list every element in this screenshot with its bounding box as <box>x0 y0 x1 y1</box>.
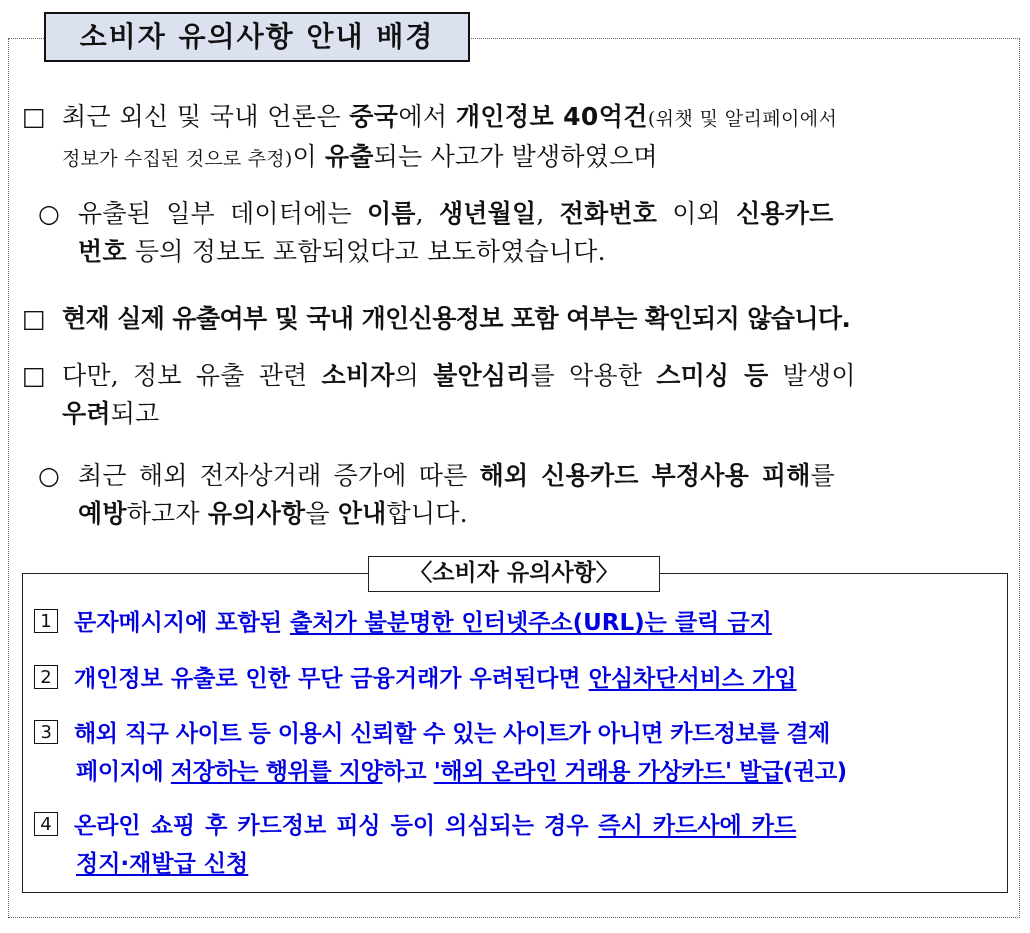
number-box: 3 <box>34 720 58 744</box>
notice-item-3: 3 해외 직구 사이트 등 이용시 신뢰할 수 있는 사이트가 아니면 카드정보를 결제 페이지에 저장하는 행위를 지양하고 '해외 온라인 거래용 가상카드' 발급(권고) <box>34 715 1004 791</box>
notice-item-2: 2 개인정보 유출로 인한 무단 금융거래가 우려된다면 안심차단서비스 가입 <box>34 660 1004 698</box>
paragraph-prevention: ○ 최근 해외 전자상거래 증가에 따른 해외 신용카드 부정사용 피해를 예방하고자 유의사항을 안내합니다. <box>38 457 1010 533</box>
paragraph-leaked-data: ○ 유출된 일부 데이터에는 이름, 생년월일, 전화번호 이외 신용카드 번호 등의 정보도 포함되었다고 보도하였습니다. <box>38 195 1010 271</box>
square-bullet: □ <box>22 304 46 333</box>
circle-bullet: ○ <box>38 461 61 490</box>
notice-item-1: 1 문자메시지에 포함된 출처가 불분명한 인터넷주소(URL)는 클릭 금지 <box>34 604 1004 642</box>
circle-bullet: ○ <box>38 199 61 228</box>
consumer-notice-title: 〈소비자 유의사항〉 <box>368 556 660 592</box>
square-bullet: □ <box>22 361 46 390</box>
paragraph-smishing-concern: □ 다만, 정보 유출 관련 소비자의 불안심리를 악용한 스미싱 등 발생이 우려되고 <box>22 357 1012 433</box>
number-box: 4 <box>34 812 58 836</box>
paragraph-unconfirmed: □ 현재 실제 유출여부 및 국내 개인신용정보 포함 여부는 확인되지 않습니다. <box>22 300 1012 338</box>
number-box: 1 <box>34 609 58 633</box>
section-title: 소비자 유의사항 안내 배경 <box>44 12 470 62</box>
number-box: 2 <box>34 665 58 689</box>
square-bullet: □ <box>22 102 47 131</box>
paragraph-news-report: □ 최근 외신 및 국내 언론은 중국에서 개인정보 40억건(위챗 및 알리페이에서 정보가 수집된 것으로 추정)이 유출되는 사고가 발생하였으며 <box>22 98 1012 178</box>
notice-item-4: 4 온라인 쇼핑 후 카드정보 피싱 등이 의심되는 경우 즉시 카드사에 카드 정지·재발급 신청 <box>34 807 1004 883</box>
